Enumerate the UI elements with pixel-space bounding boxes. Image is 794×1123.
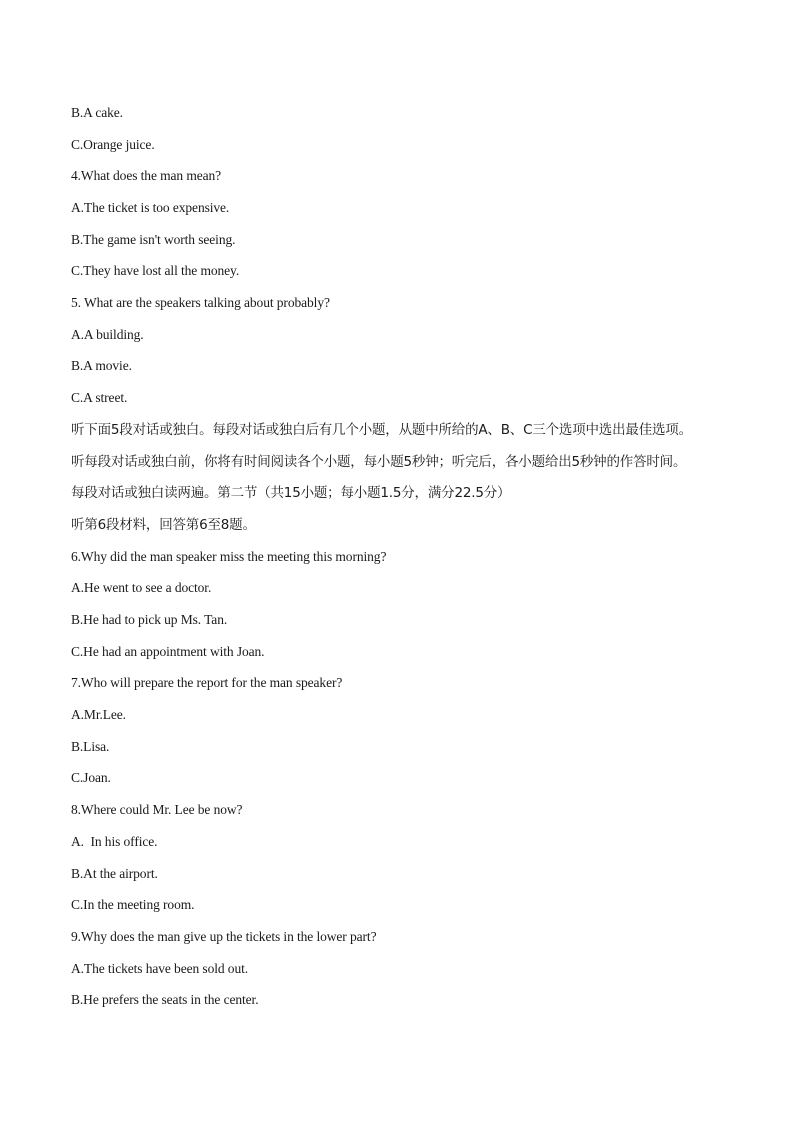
option-3b: B.A cake. [71,105,123,120]
option-5a: A.A building. [71,327,144,342]
instruction-line-3: 每段对话或独白读两遍。第二节（共15小题；每小题1.5分，满分22.5分） [71,485,511,501]
option-8c: C.In the meeting room. [71,897,195,912]
option-8b: B.At the airport. [71,866,158,881]
option-9b: B.He prefers the seats in the center. [71,992,259,1007]
option-5c: C.A street. [71,390,128,405]
question-4: 4.What does the man mean? [71,168,222,183]
question-6: 6.Why did the man speaker miss the meeting this morning? [71,549,387,564]
option-9a: A.The tickets have been sold out. [71,961,249,976]
option-6a: A.He went to see a doctor. [71,580,212,595]
section-heading-6-8: 听第6段材料，回答第6至8题。 [71,517,256,533]
instruction-line-2: 听每段对话或独白前，你将有时间阅读各个小题，每小题5秒钟；听完后，各小题给出5秒钟的作答时间。 [71,454,687,470]
option-8a: A. In his office. [71,834,158,849]
option-7a: A.Mr.Lee. [71,707,126,722]
option-6c: C.He had an appointment with Joan. [71,644,265,659]
question-5: 5. What are the speakers talking about probably? [71,295,330,310]
question-7: 7.Who will prepare the report for the man speaker? [71,675,343,690]
option-3c: C.Orange juice. [71,137,155,152]
option-4c: C.They have lost all the money. [71,263,240,278]
option-6b: B.He had to pick up Ms. Tan. [71,612,228,627]
option-4a: A.The ticket is too expensive. [71,200,230,215]
option-7c: C.Joan. [71,770,111,785]
instruction-line-1: 听下面5段对话或独白。每段对话或独白后有几个小题，从题中所给的A、B、C三个选项中选出最佳选项。 [71,422,692,438]
option-7b: B.Lisa. [71,739,110,754]
question-8: 8.Where could Mr. Lee be now? [71,802,243,817]
option-4b: B.The game isn't worth seeing. [71,232,236,247]
option-5b: B.A movie. [71,358,132,373]
question-9: 9.Why does the man give up the tickets in the lower part? [71,929,377,944]
